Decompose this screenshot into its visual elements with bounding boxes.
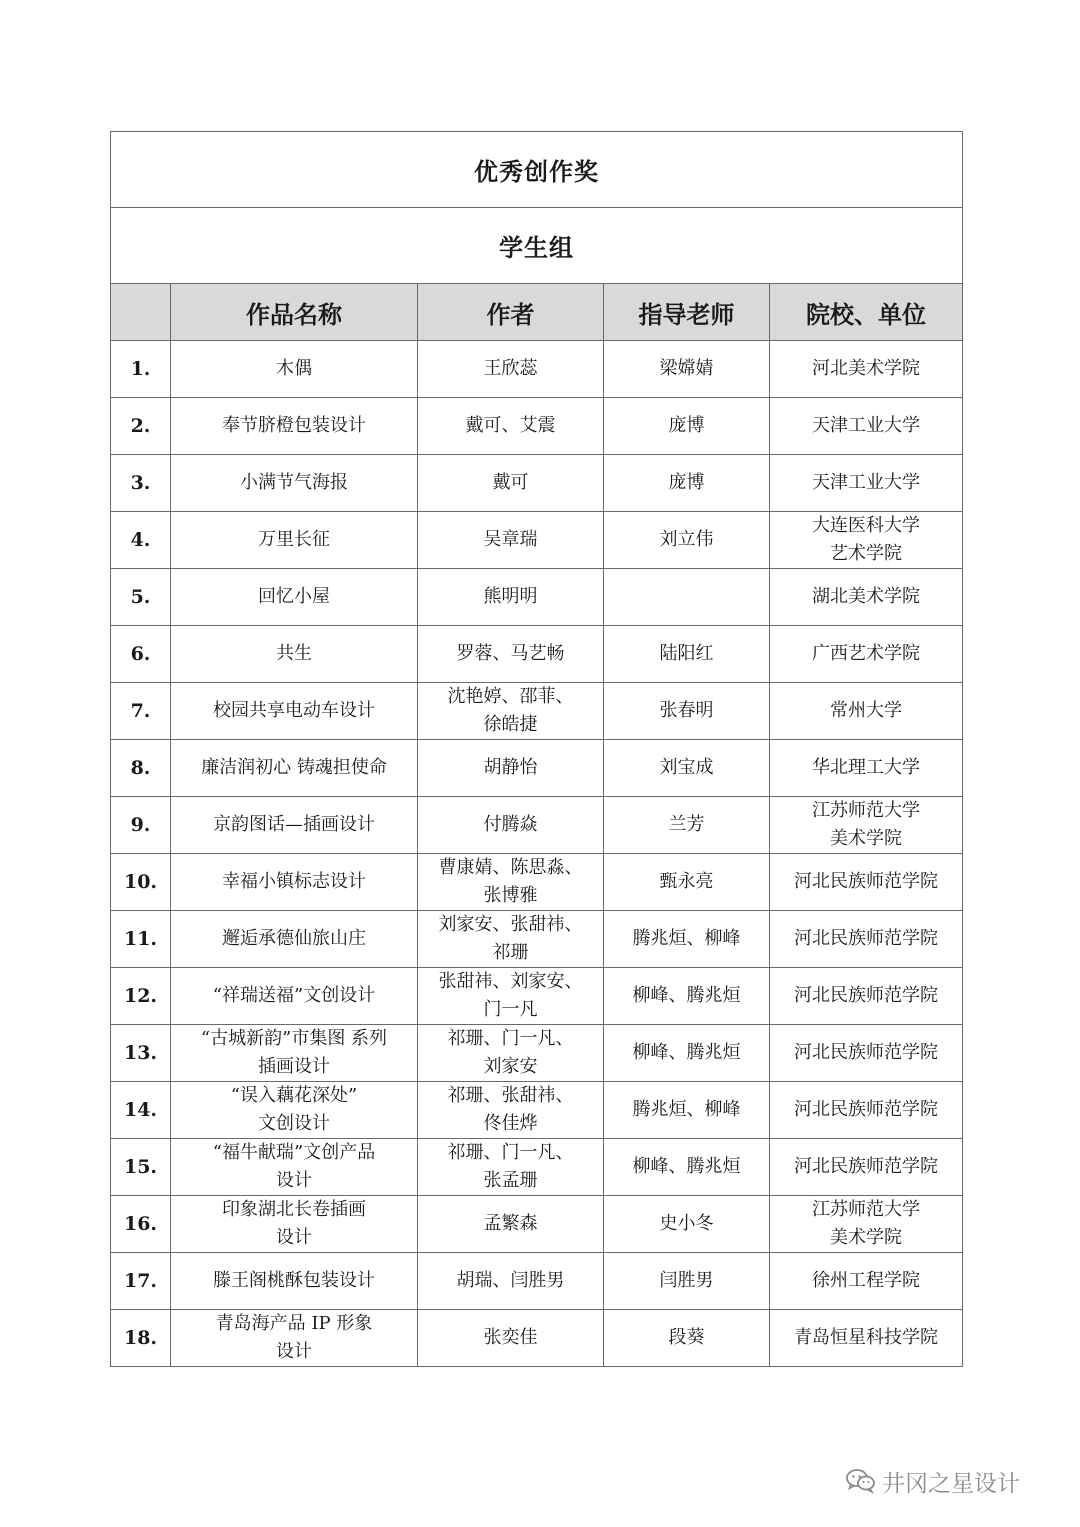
row-number-text: 16. <box>123 1213 158 1235</box>
cell-school <box>770 797 963 854</box>
cell-advisor <box>604 455 770 512</box>
cell-row-number <box>111 1310 171 1367</box>
school-text: 徐州工程学院 <box>812 1270 921 1291</box>
cell-advisor <box>604 1196 770 1253</box>
cell-advisor <box>604 968 770 1025</box>
cell-advisor <box>604 626 770 683</box>
work-name-text: “误入藕花深处” 文创设计 <box>230 1085 358 1134</box>
cell-advisor <box>604 911 770 968</box>
cell-author <box>418 341 604 398</box>
school-text: 江苏师范大学 美术学院 <box>812 800 921 849</box>
cell-author <box>418 1082 604 1139</box>
work-name-text: 小满节气海报 <box>240 472 348 493</box>
work-name-text: 幸福小镇标志设计 <box>222 871 366 892</box>
advisor-text: 段葵 <box>668 1327 705 1348</box>
header-school: 院校、单位 <box>770 284 963 341</box>
cell-advisor <box>604 341 770 398</box>
cell-work-name <box>171 1310 418 1367</box>
advisor-text: 柳峰、腾兆烜 <box>632 1156 741 1177</box>
cell-school <box>770 626 963 683</box>
work-name-text: “祥瑞送福”文创设计 <box>212 985 376 1006</box>
cell-author <box>418 911 604 968</box>
author-text: 熊明明 <box>483 586 538 607</box>
author-text: 付腾焱 <box>483 814 538 835</box>
advisor-text: 兰芳 <box>668 814 705 835</box>
author-text: 戴可 <box>492 472 529 493</box>
cell-work-name <box>171 1082 418 1139</box>
author-text: 孟繁森 <box>483 1213 538 1234</box>
cell-work-name <box>171 683 418 740</box>
cell-school <box>770 1082 963 1139</box>
advisor-text: 庞博 <box>668 472 705 493</box>
row-number-text: 12. <box>123 985 158 1007</box>
work-name-text: 青岛海产品 IP 形象 设计 <box>215 1313 373 1362</box>
cell-author <box>418 626 604 683</box>
cell-row-number <box>111 911 171 968</box>
cell-advisor <box>604 797 770 854</box>
cell-author <box>418 512 604 569</box>
work-name-text: 印象湖北长卷插画 设计 <box>222 1199 366 1248</box>
school-text: 青岛恒星科技学院 <box>794 1327 939 1348</box>
table-row <box>111 455 963 512</box>
cell-author <box>418 1196 604 1253</box>
cell-work-name <box>171 797 418 854</box>
cell-work-name <box>171 341 418 398</box>
row-number-text: 7. <box>130 700 151 722</box>
cell-row-number <box>111 740 171 797</box>
author-text: 沈艳婷、邵菲、 徐皓捷 <box>447 686 574 735</box>
author-text: 刘家安、张甜祎、 祁珊 <box>438 914 583 963</box>
award-table <box>110 131 963 1367</box>
cell-author <box>418 740 604 797</box>
cell-school <box>770 1025 963 1082</box>
group-row <box>111 208 963 284</box>
table-row <box>111 1025 963 1082</box>
cell-row-number <box>111 1253 171 1310</box>
table-row <box>111 512 963 569</box>
header-work: 作品名称 <box>171 284 418 341</box>
cell-author <box>418 1139 604 1196</box>
cell-school <box>770 398 963 455</box>
school-text: 常州大学 <box>830 700 903 721</box>
author-text: 张奕佳 <box>483 1327 538 1348</box>
author-text: 祁珊、门一凡、 张孟珊 <box>447 1142 574 1191</box>
row-number-text: 10. <box>123 871 158 893</box>
cell-author <box>418 455 604 512</box>
advisor-text: 陆阳红 <box>659 643 714 664</box>
cell-work-name <box>171 398 418 455</box>
table-row <box>111 1310 963 1367</box>
table-row <box>111 854 963 911</box>
school-text: 河北民族师范学院 <box>794 1156 939 1177</box>
table-row <box>111 1253 963 1310</box>
advisor-text: 史小冬 <box>659 1213 714 1234</box>
header-author: 作者 <box>418 284 604 341</box>
work-name-text: 校园共享电动车设计 <box>213 700 375 721</box>
table-row <box>111 569 963 626</box>
cell-work-name <box>171 740 418 797</box>
cell-row-number <box>111 398 171 455</box>
cell-row-number <box>111 341 171 398</box>
author-text: 胡瑞、闫胜男 <box>456 1270 565 1291</box>
work-name-text: 共生 <box>276 643 312 664</box>
row-number-text: 18. <box>123 1327 158 1349</box>
work-name-text: 回忆小屋 <box>258 586 330 607</box>
school-text: 江苏师范大学 美术学院 <box>812 1199 921 1248</box>
cell-work-name <box>171 569 418 626</box>
cell-work-name <box>171 911 418 968</box>
work-name-text: 邂逅承德仙旅山庄 <box>222 928 366 949</box>
advisor-text: 刘宝成 <box>659 757 714 778</box>
cell-author <box>418 683 604 740</box>
cell-row-number <box>111 455 171 512</box>
cell-author <box>418 569 604 626</box>
school-text: 河北民族师范学院 <box>794 871 939 892</box>
row-number-text: 9. <box>130 814 151 836</box>
cell-row-number <box>111 512 171 569</box>
cell-advisor <box>604 512 770 569</box>
cell-school <box>770 569 963 626</box>
table-row <box>111 398 963 455</box>
work-name-text: 木偶 <box>276 358 312 379</box>
school-text: 广西艺术学院 <box>812 643 921 664</box>
row-number-text: 14. <box>123 1099 158 1121</box>
cell-row-number <box>111 1139 171 1196</box>
table-row <box>111 968 963 1025</box>
cell-advisor <box>604 1139 770 1196</box>
cell-row-number <box>111 854 171 911</box>
author-text: 戴可、艾震 <box>465 415 556 436</box>
cell-work-name <box>171 512 418 569</box>
table-row <box>111 626 963 683</box>
cell-row-number <box>111 1082 171 1139</box>
school-text: 河北民族师范学院 <box>794 928 939 949</box>
table-row <box>111 740 963 797</box>
advisor-text: 庞博 <box>668 415 705 436</box>
cell-advisor <box>604 683 770 740</box>
cell-author <box>418 1025 604 1082</box>
watermark-text: 井冈之星设计 <box>882 1470 1020 1497</box>
author-text: 曹康婧、陈思淼、 张博雅 <box>438 857 583 906</box>
cell-row-number <box>111 968 171 1025</box>
row-number-text: 5. <box>130 586 151 608</box>
wechat-icon <box>846 1468 876 1494</box>
cell-row-number <box>111 626 171 683</box>
advisor-text: 梁嫦婧 <box>659 358 714 379</box>
cell-author <box>418 854 604 911</box>
column-header-row <box>111 284 963 341</box>
row-number-text: 8. <box>130 757 151 779</box>
table-row <box>111 683 963 740</box>
cell-author <box>418 797 604 854</box>
cell-advisor <box>604 740 770 797</box>
cell-author <box>418 398 604 455</box>
cell-row-number <box>111 569 171 626</box>
cell-author <box>418 1310 604 1367</box>
advisor-text: 腾兆烜、柳峰 <box>632 928 741 949</box>
cell-advisor <box>604 1025 770 1082</box>
cell-work-name <box>171 1253 418 1310</box>
cell-school <box>770 512 963 569</box>
cell-school <box>770 911 963 968</box>
cell-school <box>770 683 963 740</box>
table-row <box>111 1139 963 1196</box>
school-text: 天津工业大学 <box>812 472 921 493</box>
cell-school <box>770 1253 963 1310</box>
cell-row-number <box>111 797 171 854</box>
advisor-text: 张春明 <box>659 700 714 721</box>
row-number-text: 17. <box>123 1270 158 1292</box>
cell-row-number <box>111 1196 171 1253</box>
cell-work-name <box>171 455 418 512</box>
table-title: 优秀创作奖 <box>111 132 963 208</box>
table-row <box>111 1196 963 1253</box>
author-text: 胡静怡 <box>483 757 538 778</box>
cell-school <box>770 968 963 1025</box>
cell-work-name <box>171 626 418 683</box>
school-text: 河北民族师范学院 <box>794 1099 939 1120</box>
cell-work-name <box>171 1196 418 1253</box>
row-number-text: 2. <box>130 415 151 437</box>
advisor-text: 腾兆烜、柳峰 <box>632 1099 741 1120</box>
cell-author <box>418 968 604 1025</box>
author-text: 张甜祎、刘家安、 门一凡 <box>438 971 583 1020</box>
table-row <box>111 911 963 968</box>
cell-author <box>418 1253 604 1310</box>
work-name-text: 万里长征 <box>258 529 330 550</box>
school-text: 华北理工大学 <box>812 757 921 778</box>
row-number-text: 6. <box>130 643 151 665</box>
school-text: 湖北美术学院 <box>812 586 921 607</box>
cell-advisor <box>604 1253 770 1310</box>
cell-work-name <box>171 854 418 911</box>
row-number-text: 13. <box>123 1042 158 1064</box>
author-text: 吴章瑞 <box>483 529 538 550</box>
cell-row-number <box>111 1025 171 1082</box>
row-number-text: 4. <box>130 529 151 551</box>
header-index <box>111 284 171 341</box>
work-name-text: 滕王阁桃酥包装设计 <box>213 1270 375 1291</box>
cell-advisor <box>604 569 770 626</box>
cell-advisor <box>604 854 770 911</box>
work-name-text: “古城新韵”市集图 系列 插画设计 <box>200 1028 388 1077</box>
cell-school <box>770 1196 963 1253</box>
row-number-text: 1. <box>130 358 151 380</box>
author-text: 王欣蕊 <box>483 358 538 379</box>
advisor-text: 柳峰、腾兆烜 <box>632 1042 741 1063</box>
cell-work-name <box>171 1139 418 1196</box>
cell-work-name <box>171 1025 418 1082</box>
cell-school <box>770 455 963 512</box>
watermark <box>846 1458 1056 1504</box>
school-text: 大连医科大学 艺术学院 <box>812 515 921 564</box>
advisor-text: 刘立伟 <box>659 529 714 550</box>
cell-advisor <box>604 398 770 455</box>
table-title-row <box>111 132 963 208</box>
author-text: 祁珊、张甜祎、 佟佳烨 <box>447 1085 574 1134</box>
advisor-text: 柳峰、腾兆烜 <box>632 985 741 1006</box>
advisor-text: 甄永亮 <box>659 871 714 892</box>
table-row <box>111 1082 963 1139</box>
table-row <box>111 797 963 854</box>
cell-school <box>770 740 963 797</box>
group-label: 学生组 <box>111 208 963 284</box>
school-text: 河北民族师范学院 <box>794 985 939 1006</box>
row-number-text: 15. <box>123 1156 158 1178</box>
table-row <box>111 341 963 398</box>
cell-school <box>770 341 963 398</box>
author-text: 罗蓉、马艺畅 <box>456 643 565 664</box>
cell-school <box>770 854 963 911</box>
cell-advisor <box>604 1310 770 1367</box>
header-advisor: 指导老师 <box>604 284 770 341</box>
cell-school <box>770 1310 963 1367</box>
work-name-text: 廉洁润初心 铸魂担使命 <box>201 757 387 778</box>
author-text: 祁珊、门一凡、 刘家安 <box>447 1028 574 1077</box>
cell-work-name <box>171 968 418 1025</box>
cell-school <box>770 1139 963 1196</box>
cell-row-number <box>111 683 171 740</box>
work-name-text: 京韵图话—插画设计 <box>213 814 375 835</box>
work-name-text: “福牛献瑞”文创产品 设计 <box>212 1142 376 1191</box>
school-text: 河北民族师范学院 <box>794 1042 939 1063</box>
work-name-text: 奉节脐橙包装设计 <box>222 415 366 436</box>
row-number-text: 3. <box>130 472 151 494</box>
school-text: 河北美术学院 <box>812 358 921 379</box>
advisor-text: 闫胜男 <box>659 1270 714 1291</box>
school-text: 天津工业大学 <box>812 415 921 436</box>
row-number-text: 11. <box>123 928 158 950</box>
cell-advisor <box>604 1082 770 1139</box>
